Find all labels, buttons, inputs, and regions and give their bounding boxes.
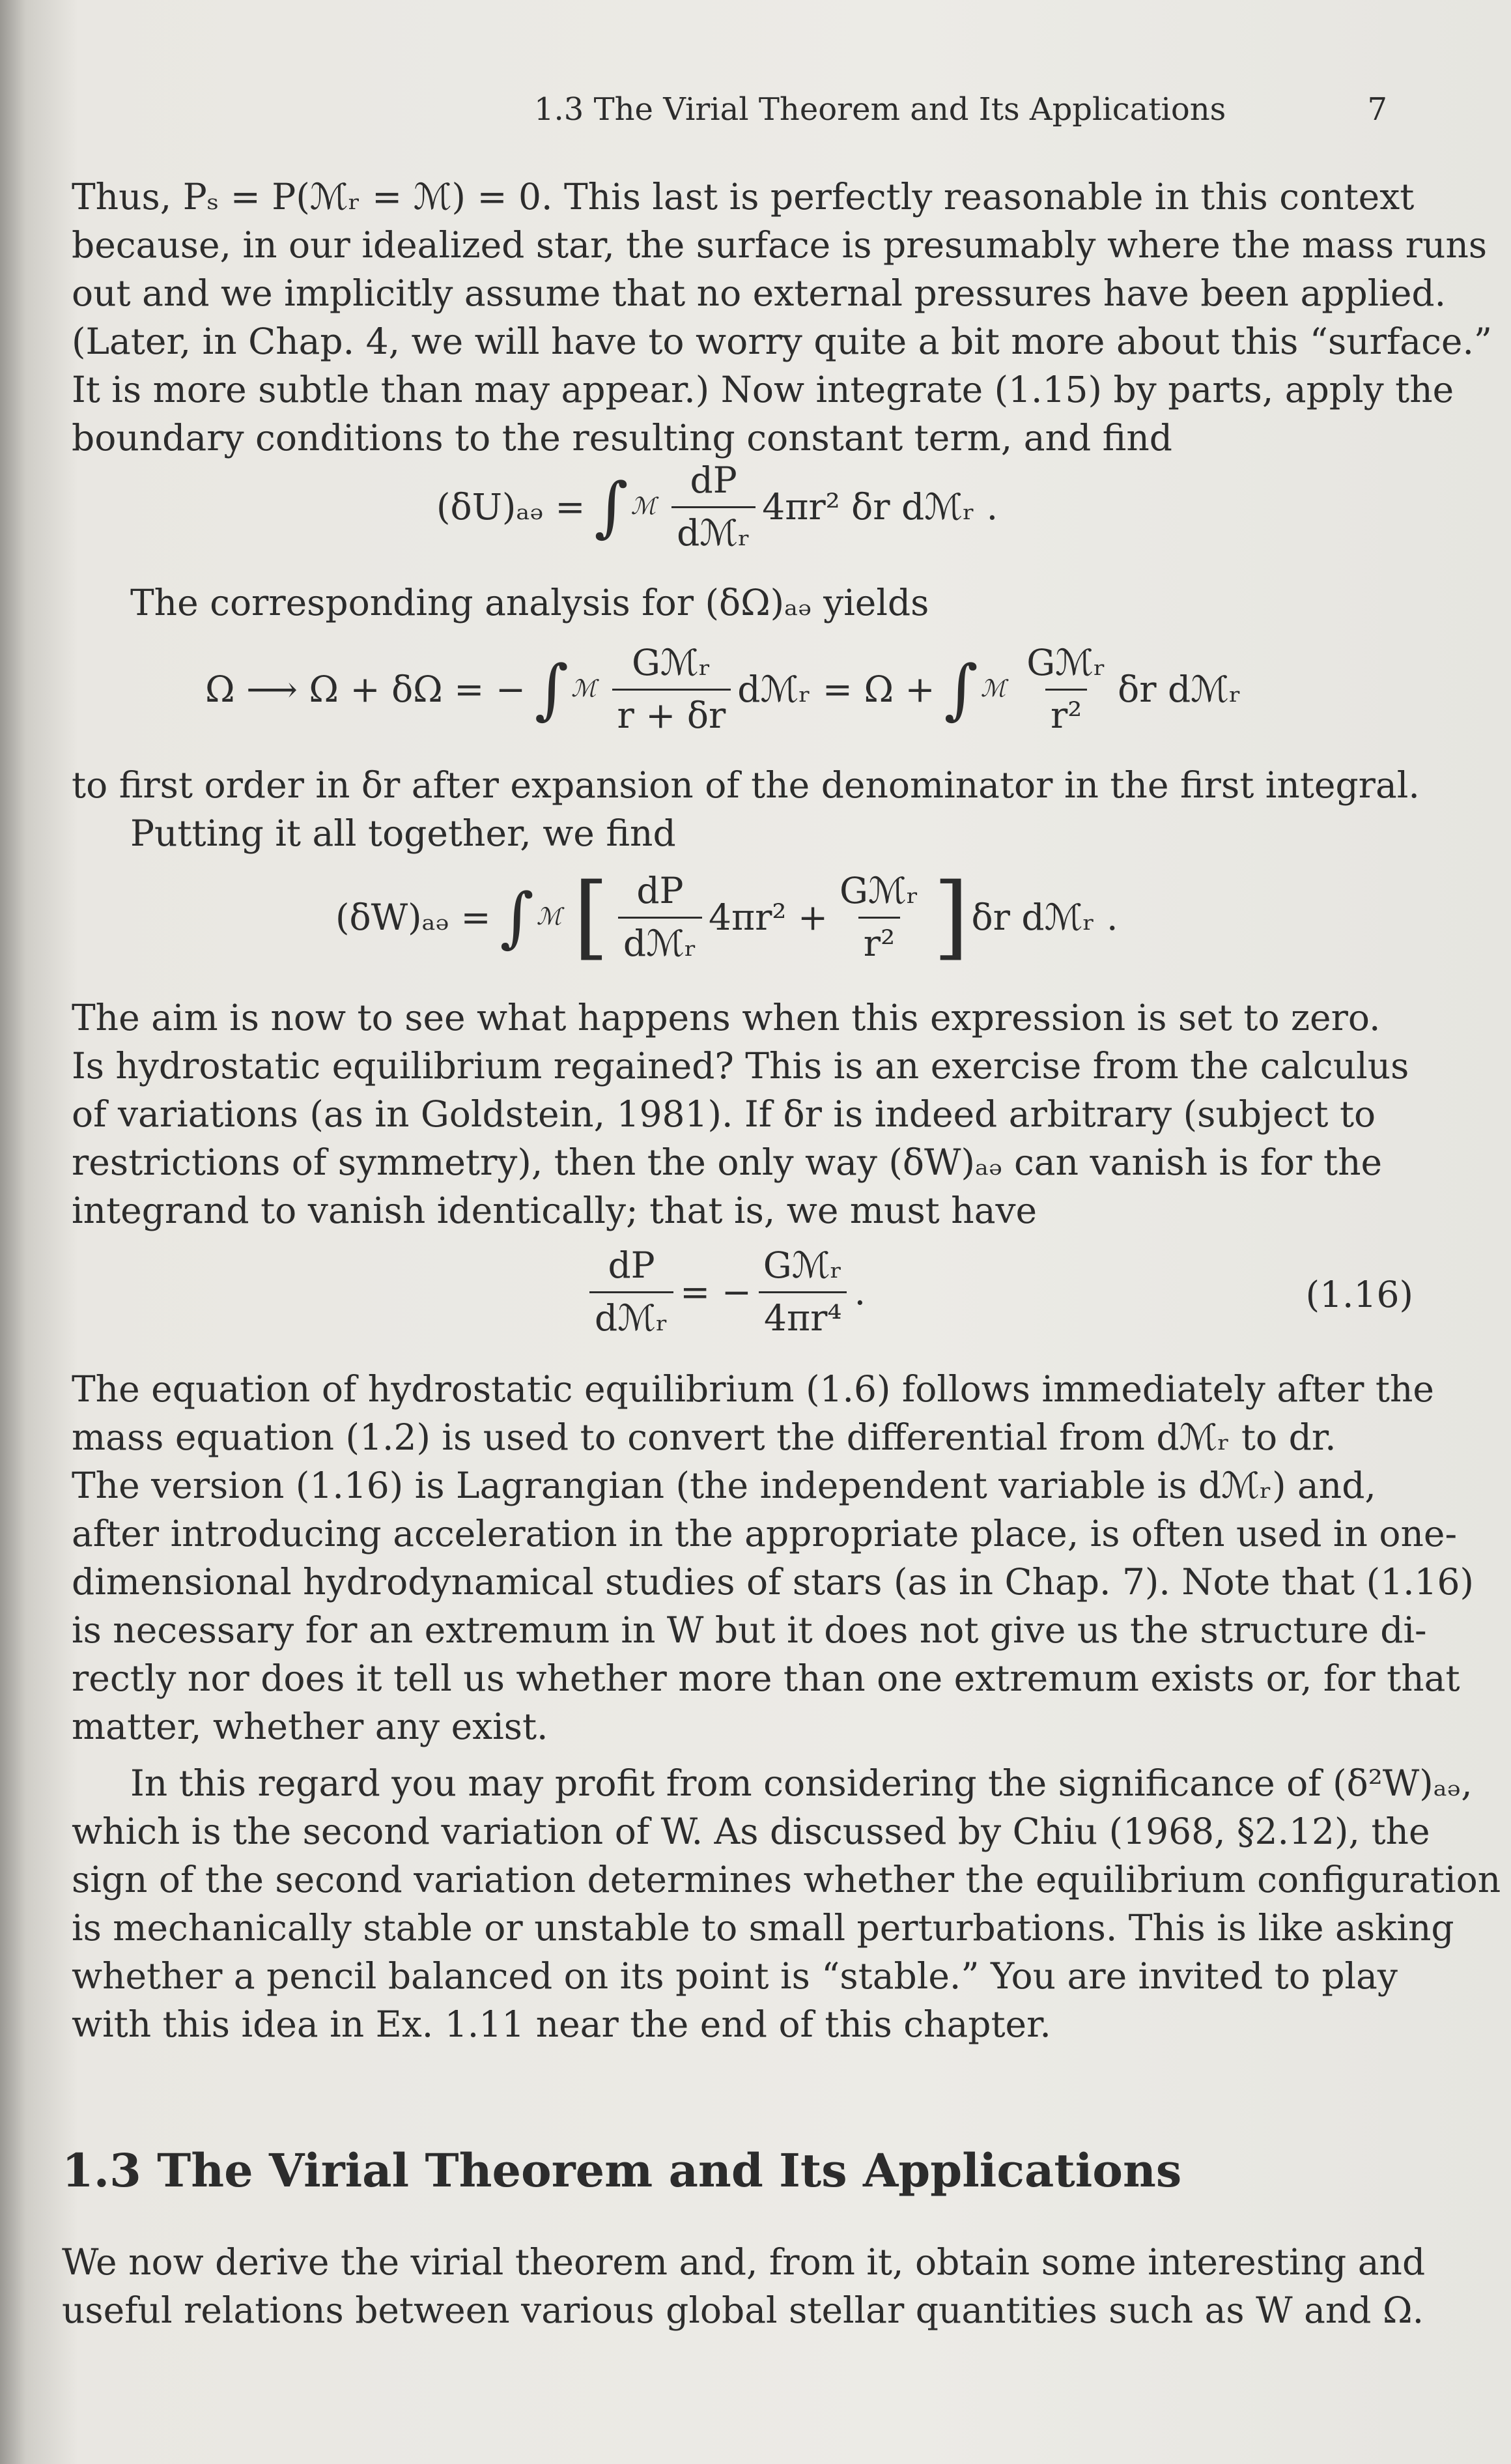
numerator: Gℳᵣ (1026, 642, 1107, 683)
fraction (671, 459, 756, 554)
text-line: is necessary for an extremum in W but it does not give us the structure di- (72, 1609, 1427, 1651)
text-line: Thus, Pₛ = P(ℳᵣ = ℳ) = 0. This last is perfectly reasonable in this context (72, 176, 1415, 218)
text-line: Is hydrostatic equilibrium regained? This is an exercise from the calculus (72, 1045, 1409, 1087)
equation-lhs: (δU)ₐₔ = (436, 485, 586, 528)
integral-sign: ∫ (944, 650, 978, 727)
text-line: The corresponding analysis for (δΩ)ₐₔ yields (130, 582, 929, 623)
integral-sign: ∫ (534, 650, 569, 727)
section-heading: 1.3 The Virial Theorem and Its Applications (62, 2143, 1182, 2198)
text-line: to first order in δr after expansion of the denominator in the first integral. (72, 764, 1420, 806)
numerator: Gℳᵣ (840, 870, 919, 911)
text-line: boundary conditions to the resulting constant term, and find (72, 417, 1172, 459)
equation-middle: 4πr² + (709, 896, 828, 938)
denominator: r² (858, 917, 900, 964)
text-line: integrand to vanish identically; that is, we must have (72, 1190, 1038, 1231)
text-line: We now derive the virial theorem and, from it, obtain some interesting and (62, 2241, 1426, 2283)
integral-sign: ∫ (594, 468, 628, 545)
equation-omega (205, 642, 1241, 736)
fraction (589, 1244, 673, 1339)
text-line: mass equation (1.2) is used to convert the differential from dℳᵣ to dr. (72, 1416, 1336, 1458)
integral-domain: ℳ (571, 676, 597, 702)
integral-domain: ℳ (536, 904, 562, 930)
fraction (618, 870, 702, 964)
fraction (758, 1244, 848, 1339)
text-line: dimensional hydrodynamical studies of stars (as in Chap. 7). Note that (1.16) (72, 1561, 1475, 1603)
text-line: The version (1.16) is Lagrangian (the independent variable is dℳᵣ) and, (72, 1465, 1376, 1506)
equation-number: (1.16) (1305, 1274, 1413, 1315)
denominator: dℳᵣ (618, 917, 702, 964)
denominator: dℳᵣ (589, 1291, 673, 1339)
paragraph-6 (72, 1759, 1501, 2048)
numerator: dP (608, 1244, 655, 1286)
text-line: because, in our idealized star, the surface is presumably where the mass runs (72, 224, 1488, 266)
text-line: Putting it all together, we find (130, 812, 676, 854)
text-line: The aim is now to see what happens when this expression is set to zero. (72, 997, 1381, 1039)
text-line: whether a pencil balanced on its point is “stable.” You are invited to play (72, 1955, 1398, 1997)
text-line: In this regard you may profit from considering the significance of (δ²W)ₐₔ, (130, 1762, 1473, 1804)
equation-tail: δr dℳᵣ (1118, 668, 1242, 710)
numerator: dP (690, 459, 737, 501)
fraction (1021, 642, 1111, 736)
text-line: matter, whether any exist. (72, 1706, 548, 1747)
text-line: (Later, in Chap. 4, we will have to worry quite a bit more about this “surface.” (72, 321, 1493, 362)
right-bracket: ] (933, 863, 969, 970)
paragraph-3 (72, 761, 1426, 857)
text-line: with this idea in Ex. 1.11 near the end of this chapter. (72, 2003, 1051, 2045)
equation-lhs: Ω ⟶ Ω + δΩ = − (205, 668, 526, 710)
integral-domain: ℳ (630, 493, 657, 520)
equation-tail: δr dℳᵣ . (971, 896, 1118, 938)
denominator: r² (1045, 689, 1087, 736)
running-title: 1.3 The Virial Theorem and Its Applications (534, 91, 1226, 128)
text-line: It is more subtle than may appear.) Now integrate (1.15) by parts, apply the (72, 369, 1454, 410)
integral-domain: ℳ (980, 676, 1006, 702)
text-line: sign of the second variation determines whether the equilibrium configuration (72, 1859, 1501, 1900)
text-line: of variations (as in Goldstein, 1981). If δr is indeed arbitrary (subject to (72, 1093, 1376, 1135)
equation-middle: dℳᵣ = Ω + (737, 668, 935, 710)
paragraph-4 (72, 994, 1426, 1235)
text-line: The equation of hydrostatic equilibrium (1.6) follows immediately after the (72, 1368, 1434, 1410)
equation-delta-u (436, 459, 998, 554)
denominator: r + δr (612, 689, 731, 736)
text-line: after introducing acceleration in the appropriate place, is often used in one- (72, 1513, 1458, 1554)
equation-delta-w (335, 863, 1118, 970)
paragraph-2 (72, 579, 1426, 627)
page-number: 7 (1367, 91, 1387, 128)
numerator: Gℳᵣ (763, 1244, 843, 1286)
text-line: which is the second variation of W. As discussed by Chiu (1968, §2.12), the (72, 1811, 1430, 1852)
equation-tail: . (854, 1270, 866, 1313)
paragraph-1 (72, 173, 1493, 462)
paragraph-7 (62, 2238, 1430, 2334)
text-line: useful relations between various global stellar quantities such as W and Ω. (62, 2289, 1424, 2331)
numerator: dP (636, 870, 684, 911)
fraction (834, 870, 924, 964)
text-line: restrictions of symmetry), then the only way (δW)ₐₔ can vanish is for the (72, 1141, 1383, 1183)
equation-middle: = − (680, 1270, 752, 1313)
equation-tail: 4πr² δr dℳᵣ . (762, 485, 998, 528)
text-line: is mechanically stable or unstable to small perturbations. This is like asking (72, 1907, 1454, 1949)
equation-lhs: (δW)ₐₔ = (335, 896, 491, 938)
fraction (612, 642, 731, 736)
left-bracket: [ (573, 863, 609, 970)
equation-1-16 (583, 1244, 866, 1339)
text-line: out and we implicitly assume that no external pressures have been applied. (72, 272, 1447, 314)
numerator: Gℳᵣ (631, 642, 711, 683)
paragraph-5 (72, 1365, 1475, 1751)
text-line: rectly nor does it tell us whether more than one extremum exists or, for that (72, 1657, 1460, 1699)
denominator: dℳᵣ (671, 506, 756, 554)
integral-sign: ∫ (500, 878, 534, 955)
denominator: 4πr⁴ (759, 1291, 847, 1339)
